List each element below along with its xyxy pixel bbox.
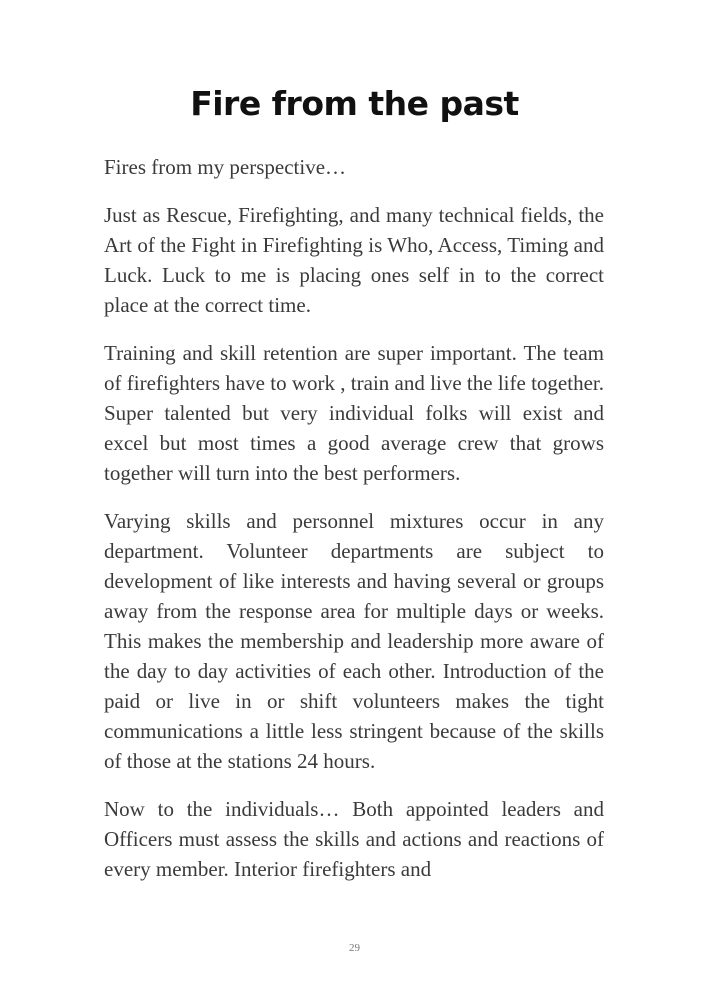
page-number: 29 xyxy=(349,942,360,954)
paragraph-2: Just as Rescue, Firefighting, and many technical fields, the Art of the Fight in Firefighting is Who, Access, Timing and Luck. Luck to me is placing ones self in to the correct place at the correct time. xyxy=(104,203,604,317)
chapter-title: Fire from the past xyxy=(190,84,519,123)
body-text xyxy=(104,152,604,902)
paragraph-4: Varying skills and personnel mixtures occur in any department. Volunteer departments are subject to development of like interests and having several or groups away from the response area for multiple days or weeks. This makes the membership and leadership more aware of the day to day activities of each other. Introduction of the paid or live in or shift volunteers makes the tight communications a little less stringent because of the skills of those at the stations 24 hours. xyxy=(104,509,604,773)
paragraph-5: Now to the individuals… Both appointed leaders and Officers must assess the skills and actions and reactions of every member. Interior firefighters and xyxy=(104,797,604,881)
paragraph-3: Training and skill retention are super important. The team of firefighters have to work , train and live the life together. Super talented but very individual folks will exist and excel but most times a good average crew that grows together will turn into the best performers. xyxy=(104,341,604,485)
paragraph-1: Fires from my perspective… xyxy=(104,155,347,179)
